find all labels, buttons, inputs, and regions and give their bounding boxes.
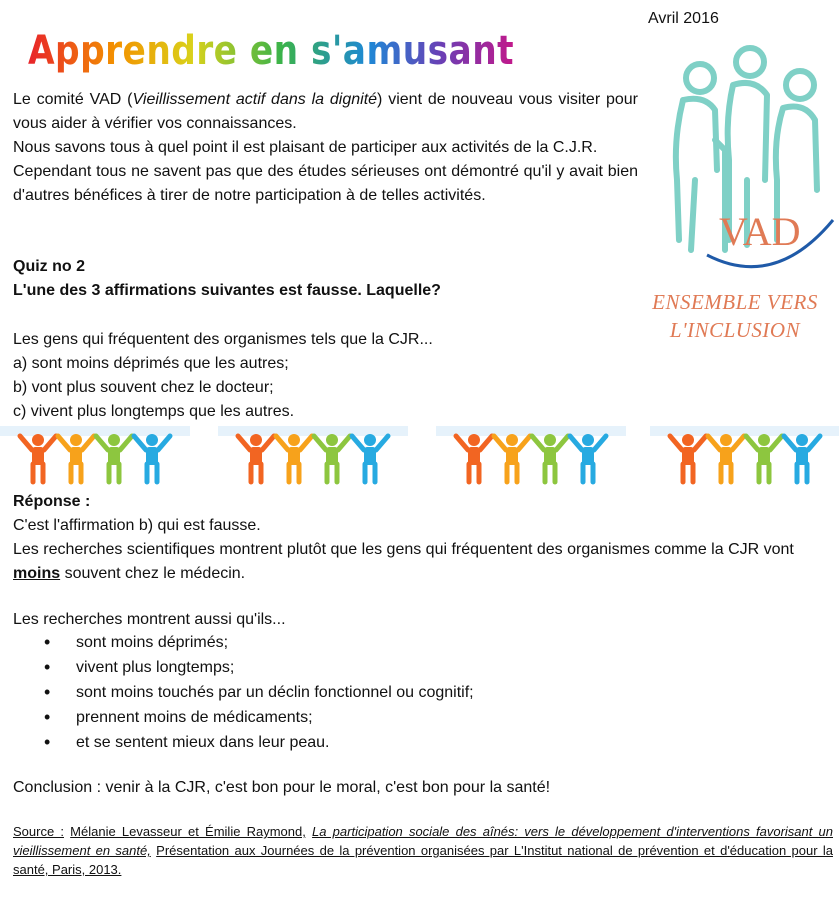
quiz-header <box>13 255 441 303</box>
people-figures-4 <box>650 426 839 486</box>
source-authors: Mélanie Levasseur et Émilie Raymond, <box>70 824 306 839</box>
person-figure <box>238 434 274 482</box>
quiz-question: L'une des 3 affirmations suivantes est fausse. Laquelle? <box>13 282 441 299</box>
person-figure <box>746 434 782 482</box>
figures-svg <box>218 426 408 486</box>
person-figure <box>708 434 744 482</box>
intro-paragraph-2: Nous savons tous à quel point il est plaisant de participer aux activités de la C.J.R. <box>13 139 598 156</box>
intro-text <box>13 88 638 208</box>
list-item: • et se sentent mieux dans leur peau. <box>40 730 474 755</box>
quiz-option-c: c) vivent plus longtemps que les autres. <box>13 403 295 420</box>
quiz-number: Quiz no 2 <box>13 258 85 275</box>
person-figure <box>532 434 568 482</box>
slogan-line-2: L'INCLUSION <box>669 318 801 342</box>
figures-svg <box>436 426 626 486</box>
intro-paragraph-1: Le comité VAD (Vieillissement actif dans la dignité) vient de nouveau vous visiter pour vous aider à vérifier vos connaissances. <box>13 91 639 132</box>
answer-line-1: C'est l'affirmation b) qui est fausse. <box>13 517 261 534</box>
person-figure <box>784 434 820 482</box>
figures-svg <box>0 426 190 486</box>
source-title: La participation sociale des aînés: vers le développement d'interventions favorisant un vieillissement en santé, <box>13 824 833 858</box>
intro-paragraph-3: Cependant tous ne savent pas que des études sérieuses ont démontré qu'il y avait bien d'autres bénéfices à tirer de notre participation à de telles activités. <box>13 163 638 204</box>
logo-text: VAD <box>719 209 801 254</box>
figures-svg <box>650 426 839 486</box>
slogan <box>630 288 839 344</box>
quiz-option-b: b) vont plus souvent chez le docteur; <box>13 379 274 396</box>
date: Avril 2016 <box>648 10 719 27</box>
people-figures-2 <box>218 426 408 486</box>
page-title: Apprendre en s'amusant <box>28 28 514 74</box>
slogan-line-1: ENSEMBLE VERS <box>652 290 818 314</box>
person-figure <box>352 434 388 482</box>
more-lead: Les recherches montrent aussi qu'ils... <box>13 611 286 628</box>
person-figure <box>670 434 706 482</box>
people-figures-3 <box>436 426 626 486</box>
people-figures-1 <box>0 426 190 486</box>
source-rest: Présentation aux Journées de la prévention organisées par L'Institut national de prévention et d'éducation pour la santé, Paris, 2013. <box>13 843 833 877</box>
person-figure <box>58 434 94 482</box>
answer-line-2: Les recherches scientifiques montrent plutôt que les gens qui fréquentent des organismes comme la CJR vont moins souvent chez le médecin. <box>13 541 794 582</box>
person-figure <box>96 434 132 482</box>
person-figure <box>314 434 350 482</box>
person-figure <box>20 434 56 482</box>
vad-logo <box>655 40 835 280</box>
person-figure <box>134 434 170 482</box>
person-figure <box>494 434 530 482</box>
source-citation <box>13 822 833 879</box>
conclusion: Conclusion : venir à la CJR, c'est bon pour le moral, c'est bon pour la santé! <box>13 779 551 796</box>
quiz-option-a: a) sont moins déprimés que les autres; <box>13 355 289 372</box>
person-figure <box>276 434 312 482</box>
source-label: Source : <box>13 824 64 839</box>
person-figure <box>456 434 492 482</box>
benefits-list <box>40 630 474 755</box>
person-figure <box>570 434 606 482</box>
list-item: • prennent moins de médicaments; <box>40 705 474 730</box>
quiz-lead: Les gens qui fréquentent des organismes tels que la CJR... <box>13 331 433 348</box>
quiz-options <box>13 328 433 424</box>
list-item: • sont moins déprimés; <box>40 630 474 655</box>
list-item: • vivent plus longtemps; <box>40 655 474 680</box>
answer-heading: Réponse : <box>13 493 91 510</box>
list-item: • sont moins touchés par un déclin fonctionnel ou cognitif; <box>40 680 474 705</box>
answer-section <box>13 490 833 586</box>
